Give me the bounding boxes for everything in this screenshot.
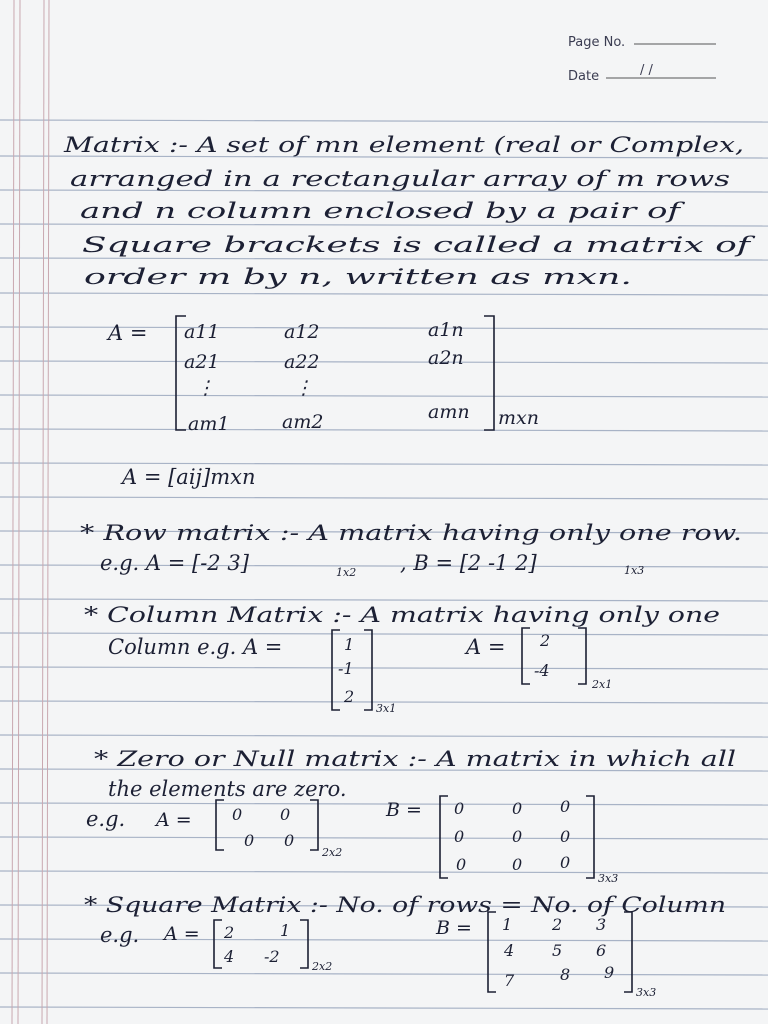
- square-a-order: 2x2: [312, 960, 333, 973]
- definition-line-2: arranged in a rectangular array of m rows: [70, 167, 731, 191]
- col-b-order: 2x1: [592, 678, 613, 691]
- col-b-name: A =: [466, 635, 506, 659]
- matrix-name: A =: [108, 321, 148, 345]
- zero-b-r3c3: 0: [560, 853, 571, 872]
- zero-matrix-line2: the elements are zero.: [108, 777, 347, 801]
- col-a-order: 3x1: [376, 702, 397, 715]
- cell-a11: a11: [184, 321, 220, 343]
- cell-a1n: a1n: [428, 319, 464, 341]
- row-matrix-heading: * Row matrix :- A matrix having only one row.: [80, 521, 742, 545]
- zero-a-r1c1: 0: [232, 805, 243, 824]
- square-b-r3c3: 9: [604, 963, 615, 982]
- zero-a-r1c2: 0: [280, 805, 291, 824]
- square-b-r2c3: 6: [596, 941, 607, 960]
- square-b-r2c1: 4: [504, 941, 515, 960]
- square-b-r1c3: 3: [596, 915, 607, 934]
- zero-matrix-heading: * Zero or Null matrix :- A matrix in which all: [94, 747, 736, 771]
- definition-line-3: and n column enclosed by a pair of: [80, 199, 686, 223]
- definition-line-5: order m by n, written as mxn.: [84, 265, 632, 289]
- square-b-r3c2: 8: [560, 965, 571, 984]
- cell-a12: a12: [284, 321, 320, 343]
- zero-b-name: B =: [386, 799, 422, 821]
- cell-vdots-1: ⋮: [196, 377, 215, 399]
- square-a-r2c2: -2: [264, 947, 280, 966]
- col-a-cell-2: -1: [338, 659, 354, 678]
- definition-line-4: Square brackets is called a matrix of: [82, 233, 756, 257]
- cell-am2: am2: [282, 411, 324, 433]
- square-b-order: 3x3: [636, 986, 657, 999]
- square-b-r2c2: 5: [552, 941, 563, 960]
- row-matrix-example-a: e.g. A = [-2 3]: [100, 551, 249, 575]
- square-a-name: A =: [164, 923, 200, 945]
- zero-a-name: A =: [156, 809, 192, 831]
- square-b-r1c1: 1: [502, 915, 513, 934]
- date-label: Date: [568, 69, 600, 84]
- cell-amn: amn: [428, 401, 470, 423]
- zero-a-r2c1: 0: [244, 831, 255, 850]
- square-b-r3c1: 7: [504, 971, 515, 990]
- definition-line-1: Matrix :- A set of mn element (real or Complex,: [62, 133, 745, 157]
- col-a-cell-3: 2: [344, 687, 355, 706]
- margin-lines: [12, 0, 49, 1024]
- zero-b-order: 3x3: [598, 872, 619, 885]
- page-no-label: Page No.: [568, 35, 626, 50]
- zero-b-r3c2: 0: [512, 855, 523, 874]
- cell-am1: am1: [188, 413, 230, 435]
- zero-b-r1c2: 0: [512, 799, 523, 818]
- zero-eg: e.g.: [86, 807, 126, 831]
- zero-b-r3c1: 0: [456, 855, 467, 874]
- row-matrix-order-a: 1x2: [336, 566, 357, 579]
- square-b-name: B =: [436, 917, 472, 939]
- zero-a-r2c2: 0: [284, 831, 295, 850]
- square-a-r1c2: 1: [280, 921, 291, 940]
- col-b-cell-2: -4: [534, 661, 550, 680]
- zero-b-r2c3: 0: [560, 827, 571, 846]
- cell-a2n: a2n: [428, 347, 464, 369]
- column-matrix-section: [84, 603, 720, 715]
- zero-b-r2c1: 0: [454, 827, 465, 846]
- zero-b-r1c1: 0: [454, 799, 465, 818]
- zero-a-order: 2x2: [322, 846, 343, 859]
- row-matrix-order-b: 1x3: [624, 564, 645, 577]
- row-matrix-example-b: , B = [2 -1 2]: [400, 551, 537, 575]
- zero-matrix-section: [86, 747, 736, 885]
- col-b-cell-1: 2: [540, 631, 551, 650]
- square-a-r1c1: 2: [224, 923, 235, 942]
- square-eg: e.g.: [100, 923, 140, 947]
- cell-vdots-2: ⋮: [294, 377, 313, 399]
- date-slashes: / /: [640, 63, 653, 78]
- row-matrix-section: [80, 521, 742, 579]
- definition-paragraph: [63, 133, 756, 289]
- cell-a21: a21: [184, 351, 220, 373]
- matrix-order: mxn: [498, 407, 539, 429]
- zero-b-r1c3: 0: [560, 797, 571, 816]
- square-a-r2c1: 4: [224, 947, 235, 966]
- column-matrix-line2: Column e.g. A =: [108, 635, 283, 659]
- column-matrix-heading: * Column Matrix :- A matrix having only one: [84, 603, 720, 627]
- col-a-cell-1: 1: [344, 635, 355, 654]
- zero-b-r2c2: 0: [512, 827, 523, 846]
- compact-notation: A = [aij]mxn: [122, 465, 256, 489]
- square-matrix-section: [84, 893, 726, 999]
- square-b-r1c2: 2: [552, 915, 563, 934]
- cell-a22: a22: [284, 351, 320, 373]
- square-matrix-heading: * Square Matrix :- No. of rows = No. of Column: [84, 893, 726, 917]
